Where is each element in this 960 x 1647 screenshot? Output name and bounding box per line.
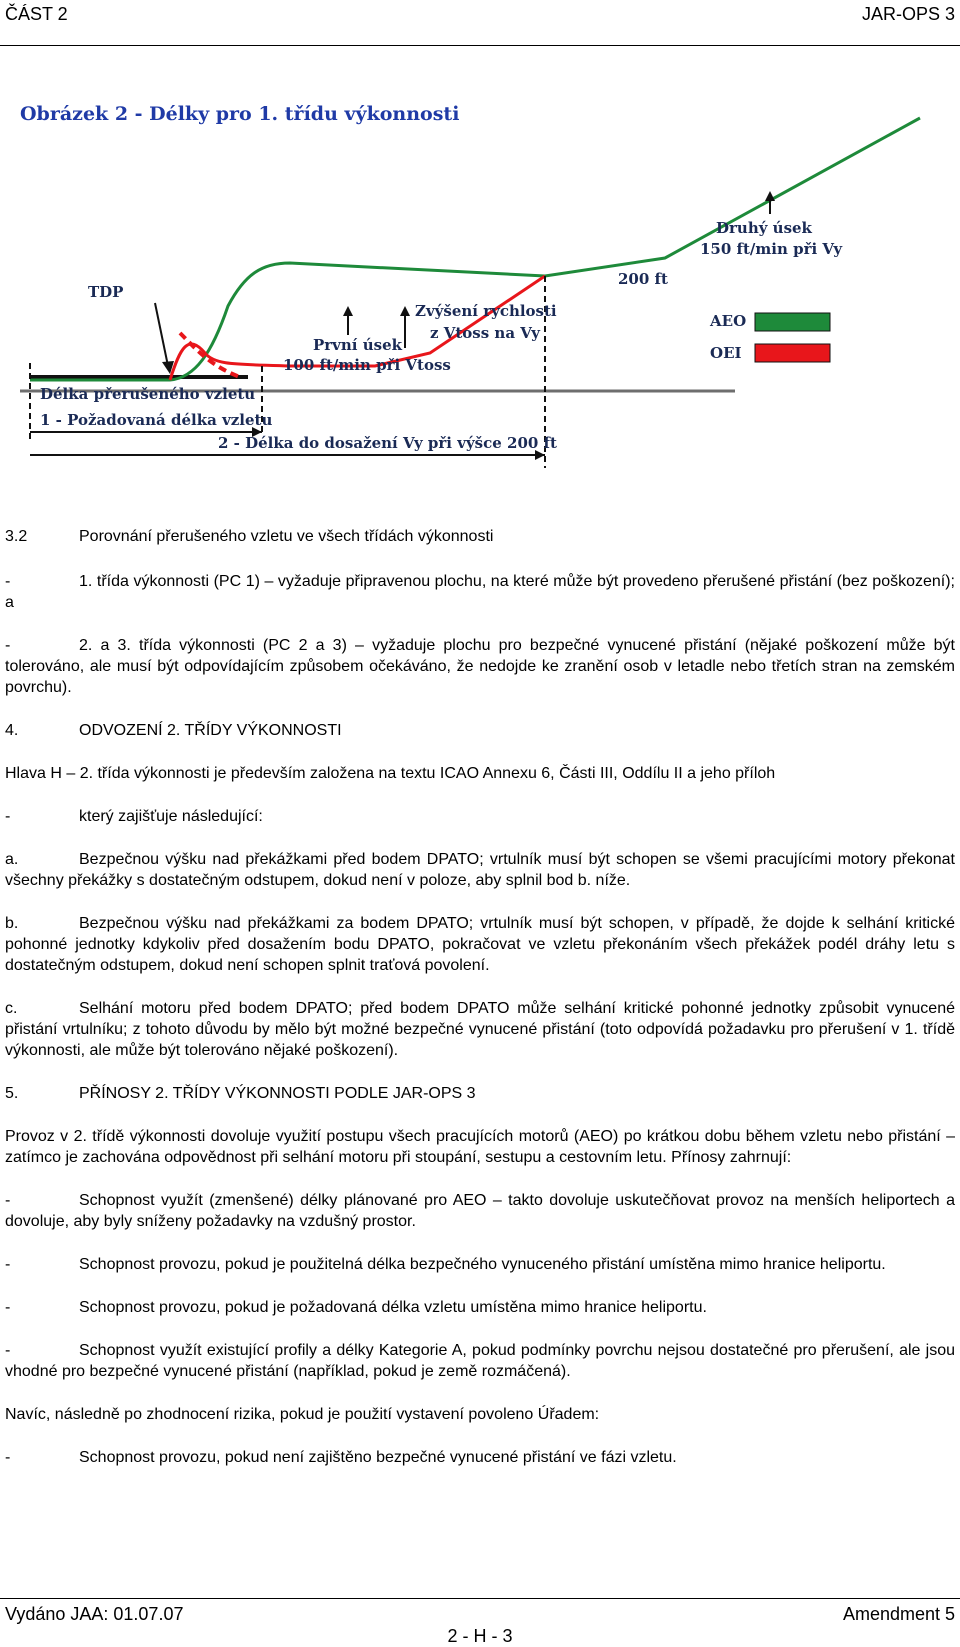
legend xyxy=(709,312,830,362)
label-speed-increase-2: z Vtoss na Vy xyxy=(430,324,541,342)
footer-page-number: 2 - H - 3 xyxy=(447,1626,513,1646)
benefit-2: - Schopnost provozu, pokud je použitelná délka bezpečného vynuceného přistání umístěna mimo hranice heliportu. xyxy=(5,1256,886,1273)
legend-oei-swatch xyxy=(755,344,830,362)
section-5-heading: 5. PŘÍNOSY 2. TŘÍDY VÝKONNOSTI PODLE JAR-OPS 3 xyxy=(5,1085,476,1102)
benefit-3: - Schopnost provozu, pokud je požadovaná délka vzletu umístěna mimo hranice heliportu. xyxy=(5,1299,707,1316)
item-c: c. Selhání motoru před bodem DPATO; před bodem DPATO může selhání kritické pohonné jednotky způsobit vynucené přistání vrtulníku; z tohoto důvodu by mělo být možné bezpečné vynucené přistání (toto odpovídá požadavku pro přerušení v 1. třídě výkonnosti, ale může být tolerováno nějaké poškození). xyxy=(5,1000,955,1059)
footer-rule xyxy=(0,1598,960,1599)
oei-rejected-dashed xyxy=(180,333,240,377)
benefit-4: - Schopnost využít existující profily a délky Kategorie A, pokud podmínky povrchu nejsou dostatečné pro přerušení, ale jsou vhodné pro bezpečné vynucené přistání (například, pokud je země rozmáčená). xyxy=(5,1342,955,1380)
label-200ft: 200 ft xyxy=(618,270,668,288)
header-right: JAR-OPS 3 xyxy=(861,4,955,24)
item-b: b. Bezpečnou výšku nad překážkami za bodem DPATO; vrtulník musí být schopen, v případě, že dojde k selhání kritické pohonné jednotky kdykoliv před dosažením bodu DPATO, pokračovat ve vzletu překonáním všech překážek podél dráhy letu s dostatečným odstupem, dokud není schopen splnit traťová povolení. xyxy=(5,915,955,974)
label-second-segment-1: Druhý úsek xyxy=(716,219,812,237)
page-header xyxy=(5,4,955,48)
benefit-1: - Schopnost využít (zmenšené) délky plánované pro AEO – takto dovoluje uskutečňovat provoz na menších heliportech a dovoluje, aby byly sníženy požadavky na vzdušný prostor. xyxy=(5,1192,955,1230)
label-first-segment-1: První úsek xyxy=(313,336,403,354)
second-segment-arrowhead xyxy=(765,191,775,201)
header-rule xyxy=(0,45,960,46)
item-a: a. Bezpečnou výšku nad překážkami před bodem DPATO; vrtulník musí být schopen se všemi pracujícími motory překonat všechny překážky s dostatečným odstupem, dokud není v poloze, aby splnil bod b. níže. xyxy=(5,851,955,889)
first-segment-arrowhead xyxy=(343,306,353,316)
legend-aeo-swatch xyxy=(755,313,830,331)
legend-oei-label: OEI xyxy=(710,344,742,362)
label-first-segment-2: 100 ft/min při Vtoss xyxy=(283,356,451,374)
item-provides: - který zajišťuje následující: xyxy=(5,808,263,825)
footer-issued: Vydáno JAA: 01.07.07 xyxy=(5,1604,184,1624)
para-navic: Navíc, následně po zhodnocení rizika, pokud je použití vystavení povoleno Úřadem: xyxy=(5,1406,600,1423)
para-hlava-h: Hlava H – 2. třída výkonnosti je především založena na textu ICAO Annexu 6, Části III, Oddílu II a jeho příloh xyxy=(5,765,776,782)
legend-aeo-label: AEO xyxy=(710,312,747,330)
para-provoz: Provoz v 2. třídě výkonnosti dovoluje využití postupu všech pracujících motorů (AEO) po krátkou dobu během vzletu nebo přistání – zatímco je zachována odpovědnost při selhání motoru při stoupání, sestupu a cestovním letu. Přínosy zahrnují: xyxy=(5,1128,955,1166)
body-content xyxy=(5,526,955,1468)
label-speed-increase-1: Zvýšení rychlosti xyxy=(415,302,557,320)
item-pc2-3: - 2. a 3. třída výkonnosti (PC 2 a 3) – vyžaduje plochu pro bezpečné vynucené přistání (nějaké poškození může být tolerováno, ale musí být odpovídajícím způsobem očekáváno, že nedojde ke zranění osob v letadle nebo třetích stran na zemském povrchu). xyxy=(5,637,955,696)
tdp-arrow xyxy=(155,303,168,366)
label-second-segment-2: 150 ft/min při Vy xyxy=(700,240,843,258)
item-pc1: - 1. třída výkonnosti (PC 1) – vyžaduje připravenou plochu, na které může být provedeno přerušené přistání (bez poškození); a xyxy=(5,573,955,611)
figure-takeoff-lengths xyxy=(0,48,960,503)
label-length-to-vy: 2 - Délka do dosažení Vy při výšce 200 ft xyxy=(218,434,557,452)
label-required-length: 1 - Požadovaná délka vzletu xyxy=(40,411,273,429)
label-rejected-length: Délka přerušeného vzletu xyxy=(40,385,256,403)
speed-increase-arrowhead xyxy=(400,306,410,316)
benefit-5: - Schopnost provozu, pokud není zajištěno bezpečné vynucené přistání ve fázi vzletu. xyxy=(5,1449,677,1466)
header-left: ČÁST 2 xyxy=(5,4,68,24)
section-4-heading: 4. ODVOZENÍ 2. TŘÍDY VÝKONNOSTI xyxy=(5,722,342,739)
section-3-2: 3.2 Porovnání přerušeného vzletu ve všech třídách výkonnosti xyxy=(5,528,494,545)
footer-amendment: Amendment 5 xyxy=(842,1604,955,1624)
label-tdp: TDP xyxy=(88,283,124,301)
figure-title: Obrázek 2 - Délky pro 1. třídu výkonnosti xyxy=(20,103,460,125)
figure-svg xyxy=(0,48,960,503)
